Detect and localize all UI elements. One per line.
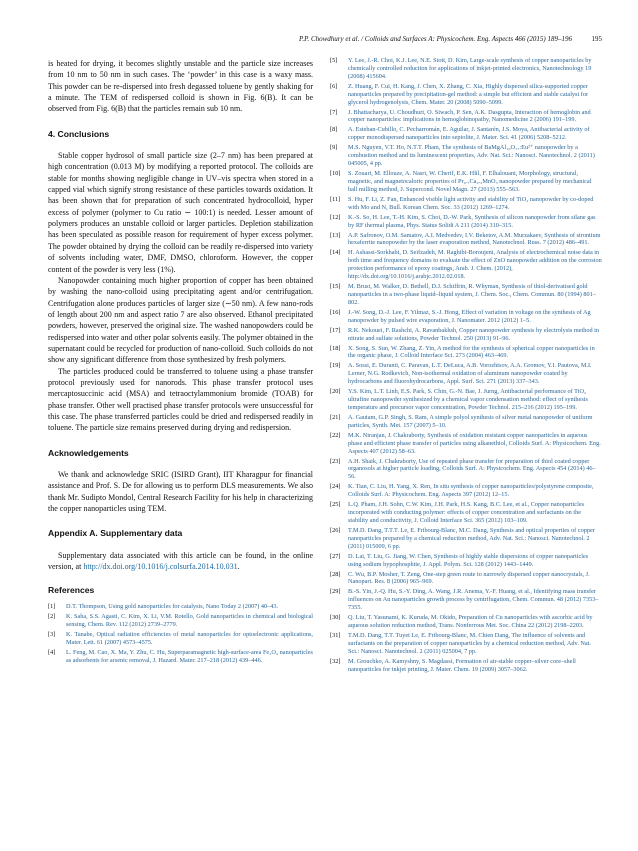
reference-link[interactable]: T.M.D. Dang, T.T.T. Le, E. Fribourg-Blanc, M.C. Dang, Synthesis and optical properties of copper nanoparticles prepared by a chemical reduction method, Adv. Nat. Sci.: Nanosci. Nanotechnol. 2 (2011) 015009, 6 pp. xyxy=(348,526,595,550)
reference-number: [28] xyxy=(330,570,341,578)
reference-number: [27] xyxy=(330,552,341,560)
reference-number: [20] xyxy=(330,388,341,396)
reference-item xyxy=(330,196,602,212)
reference-link[interactable]: S. Zouari, M. Ellouze, A. Nasri, W. Cherif, E.K. Hlil, F. Elhalouani, Morphology, structural, magnetic, and magnetocaloric properties of Pr₀.₇Ca₀.₃MnO₃ nanopowder prepared by mechanical ball milling method, J. Supercond. Novel Magn. 27 (2013) 555–563. xyxy=(348,170,592,193)
reference-link[interactable]: A. Sossi, E. Duranti, C. Paravan, L.T. DeLuca, A.B. Vorozhtsov, A.A. Gromov, Y.I. Pautova, M.I. Lerner, N.G. Rodkevich, Non-isothermal oxidation of aluminum nanopowder coated by hydrocarbons and fluorohydrocarbons, Appl. Surf. Sci. 271 (2013) 337–343. xyxy=(348,362,592,386)
reference-link[interactable]: B.-S. Yin, J.-Q. Hu, S.-Y. Ding, A. Wang, J.R. Anema, Y.-F. Huang, et al., Identifying mass transfer influences on Au nanoparticles growth process by centrifugation, Chem. Commun. 48 (2012) 7353–7355. xyxy=(348,588,599,612)
reference-item xyxy=(330,283,602,307)
reference-item xyxy=(330,658,602,674)
reference-item xyxy=(48,649,313,665)
reference-number: [26] xyxy=(330,526,341,534)
reference-number: [22] xyxy=(330,431,341,439)
running-header xyxy=(48,35,602,49)
reference-number: [24] xyxy=(330,483,341,491)
journal-citation: P.P. Chowdhury et al. / Colloids and Surfaces A: Physicochem. Eng. Aspects 466 (2015) 189–196 xyxy=(298,35,572,43)
reference-number: [12] xyxy=(330,213,341,221)
reference-link[interactable]: A.H. Shaik, J. Chakraborty, Use of repeated phase transfer for preparation of thiol coated copper organosols at higher particle loading, Colloids Surf. A: Physicochem. Eng. Aspects 454 (2014) 46–56. xyxy=(348,457,596,481)
reference-link[interactable]: M. Brust, M. Walker, D. Bethell, D.J. Schiffrin, R. Whyman, Synthesis of thiol-derivatised gold nanoparticles in a two-phase liquid–liquid system, J. Chem. Soc., Chem. Commun. 80 (1994) 801–802. xyxy=(348,283,596,306)
reference-item xyxy=(330,214,602,230)
reference-number: [32] xyxy=(330,657,341,665)
reference-item xyxy=(330,345,602,361)
reference-item xyxy=(330,109,602,125)
reference-item xyxy=(48,603,313,611)
reference-number: [5] xyxy=(330,57,338,64)
reference-number: [14] xyxy=(330,249,341,257)
reference-link[interactable]: Y. Lee, J.-R. Choi, K.J. Lee, N.E. Stott, D. Kim, Large-scale synthesis of copper nanoparticles by chemically controlled reduction for applications of inkjet-printed electronics, Nanotechnology 19 (2008) 415604. xyxy=(348,57,592,80)
reference-number: [3] xyxy=(48,630,56,638)
reference-number: [1] xyxy=(48,602,56,610)
reference-item xyxy=(330,232,602,248)
reference-item xyxy=(330,614,602,630)
reference-item xyxy=(330,553,602,569)
reference-link[interactable]: T.M.D. Dang, T.T. Tuyet Le, E. Fribourg-Blanc, M. Chien Dang, The influence of solvents and surfactants on the preparation of copper nanoparticles by a chemical reduction method, Adv. Nat. Sci.: Nanosci. Nanotechnol. 2 (2011) 025004, 7 pp. xyxy=(348,632,591,655)
reference-number: [21] xyxy=(330,413,341,421)
reference-link[interactable]: X. Song, S. Sun, W. Zhang, Z. Yin, A method for the synthesis of spherical copper nanoparticles in the organic phase, J. Colloid Interface Sci. 273 (2004) 463–469. xyxy=(348,344,595,360)
reference-link[interactable]: M.K. Niranjan, J. Chakraborty, Synthesis of oxidation resistant copper nanoparticles in aqueous phase and efficient phase transfer of particles using alkanethiol, Colloids Surf. A: Physicochem. Eng. Aspects 407 (2012) 58–63. xyxy=(348,431,601,455)
reference-link[interactable]: L. Feng, M. Cao, X. Ma, Y. Zhu, C. Hu, Superparamagnetic high-surface-area Fe₃O₄ nanoparticles as adsorbents for arsenic removal, J. Hazard. Mater. 217–218 (2012) 439–446. xyxy=(66,648,313,664)
references-heading: References xyxy=(48,585,95,596)
reference-link[interactable]: K. Tanabe, Optical radiation efficiencies of metal nanoparticles for optoelectronic applications, Mater. Lett. 61 (2007) 4573–4575. xyxy=(66,630,313,646)
reference-link[interactable]: H. Ashassi-Sorkhabi, D. Seifzadeh, M. Raghibi-Boroujeni, Analysis of electrochemical noise data in both time and frequency domains to evaluate the effect of ZnO nanopowder addition on the corrosion protection performance of epoxy coatings, Arab. J. Chem. (2012), http://dx.doi.org/10.1016/j.arabjc.2012.02.018. xyxy=(348,249,602,281)
conclusions-paragraph-2: Nanopowder containing much higher proportion of copper has been obtained by washing the nano-colloid using precipitating agent and/or centrifugation. Centrifugation alone produces particles of larger size (∼50 nm). A few nano-rods of length about 200 nm and aspect ratio 7 are also observed. Ethanol precipitated powders, however, preserved the original size. The washed nanopowders could be redispersed into water and other polar solvents easily. The polymer obtained in the supernatant could be recycled for production of nano-colloid. Such colloids do not show any significant difference from those synthesized by fresh polymers. xyxy=(48,275,313,365)
reference-number: [4] xyxy=(48,648,56,656)
reference-item xyxy=(330,57,602,81)
appendix-period: . xyxy=(237,562,240,572)
reference-item xyxy=(330,362,602,386)
reference-link[interactable]: D.T. Thompson, Using gold nanoparticles for catalysis, Nano Today 2 (2007) 40–43. xyxy=(66,602,279,610)
acknowledgements-text: We thank and acknowledge SRIC (ISIRD Grant), IIT Kharagpur for financial assistance and Prof. S. De for allowing us to perform DLS measurements. We also thank Mr. Sudipto Mondol, Central Research Facility for his help in characterizing the copper nanoparticles using TEM. xyxy=(48,470,313,514)
conclusions-paragraph-1: Stable copper hydrosol of small particle size (2–7 nm) has been prepared at high concentration (0.013 M) by modifying a reported protocol. The colloids are stable for months showing negligible change in UV–vis spectra when stored in a capped vial which signify strong resistance of these particles towards oxidation. It has been shown that for preparation of such concentrated hydrocolloid, hyper excess of polymer (polymer to Cu ratio ∼ 100:1) is needed. Lesser amount of polymers produces an unstable colloid or larger particles. Depletion stabilization has been speculated as possible reason for requirement of hyper excess polymer. The powder obtained by drying the colloid can be readily re-dispersed into variety of solvents including water, DMF, DMSO, chloroform. However, the copper content of the powder is very less (1%). xyxy=(48,151,313,274)
reference-item xyxy=(48,613,313,629)
reference-item xyxy=(330,327,602,343)
reference-item xyxy=(330,588,602,612)
reference-link[interactable]: L.Q. Pham, J.H. Sohn, C.W. Kim, J.H. Park, H.S. Kang, B.C. Lee, et al., Copper nanoparticles incorporated with conducting polymer: effects of copper concentration and surfactants on the stability and conductivity, J. Colloid Interface Sci. 365 (2012) 103–109. xyxy=(348,501,585,524)
reference-link[interactable]: J.-W. Song, D.-J. Lee, F. Yilmaz, S.-J. Hong, Effect of variation in voltage on the synthesis of Ag nanopowder by pulsed wire evaporation, J. Nanomater. 2012 (2012) 1–5. xyxy=(348,308,591,324)
left-column xyxy=(48,58,313,665)
reference-number: [7] xyxy=(330,108,338,116)
reference-link[interactable]: K. Tian, C. Liu, H. Yang, X. Ren, In situ synthesis of copper nanoparticles/polystyrene composite, Colloids Surf. A: Physicochem. Eng. Aspects 397 (2012) 12–15. xyxy=(348,483,594,499)
appendix-paragraph xyxy=(48,550,313,573)
reference-item xyxy=(330,571,602,587)
reference-link[interactable]: M. Grouchko, A. Kamyshny, S. Magdassi, Formation of air-stable copper–silver core–shell nanoparticles for inkjet printing, J. Mater. Chem. 19 (2009) 3057–3062. xyxy=(348,657,576,673)
reference-number: [9] xyxy=(330,144,338,152)
reference-number: [11] xyxy=(330,195,341,203)
acknowledgements-heading: Acknowledgements xyxy=(48,447,129,458)
reference-item xyxy=(330,126,602,142)
reference-link[interactable]: D. Lai, T. Liu, G. Jiang, W. Chen, Synthesis of highly stable dispersions of copper nanoparticles using sodium hypophosphite, J. Appl. Polym. Sci. 128 (2012) 1443–1449. xyxy=(348,552,589,568)
reference-item xyxy=(330,388,602,412)
reference-item xyxy=(330,144,602,168)
reference-link[interactable]: A. Gautam, G.P. Singh, S. Ram, A simple polyol synthesis of silver metal nanopowder of uniform particles, Synth. Met. 157 (2007) 5–10. xyxy=(348,413,593,429)
reference-item xyxy=(330,83,602,107)
reference-number: [25] xyxy=(330,501,341,509)
reference-number: [19] xyxy=(330,362,341,370)
reference-link[interactable]: M.S. Nguyen, V.T. Ho, N.T.T. Pham, The synthesis of BaMgAl₁₀O₁₇:Eu²⁺ nanopowder by a combustion method and its luminescent properties, Adv. Nat. Sci.: Nanosci. Nanotechnol. 2 (2011) 045005, 4 pp. xyxy=(348,144,595,168)
reference-number: [23] xyxy=(330,457,341,465)
reference-link[interactable]: Y.S. Kim, L.T. Linh, E.S. Park, S. Chin, G.-N. Bae, J. Jurng, Antibacterial performance of TiO₂ ultrafine nanopowder synthesized by a chemical vapor condensation method: effect of synthesis temperature and precursor vapor concentration, Powder Technol. 215–216 (2012) 195–199. xyxy=(348,388,588,411)
references-list-right xyxy=(330,57,602,676)
reference-item xyxy=(330,414,602,430)
reference-item xyxy=(330,249,602,281)
reference-item xyxy=(330,527,602,551)
references-list-left xyxy=(48,603,313,665)
reference-item xyxy=(330,632,602,656)
appendix-heading: Appendix A. Supplementary data xyxy=(48,528,183,539)
conclusions-paragraph-3: The particles produced could be transferred to toluene using a phase transfer protocol previously used for nanorods. This phase transfer protocol uses mercaptosuccinic acid (MSA) and tetraoctylammonium bromide (TOAB) for phase transfer. Other well practised phase transfer protocols were unsuccessful for this case. The phase transferred particles could be dried and redispersed readily in toluene. The particle size remains preserved during drying and redispersion. xyxy=(48,366,313,433)
intro-paragraph: is heated for drying, it becomes slightly unstable and the particle size increases from 10 nm to 50 nm in such cases. The ‘powder’ in this case is a waxy mass. This powder can be re-dispersed into fresh degassed toluene by gently shaking for a minute. The TEM of redispersed colloid is shown in Fig. 6(B). It can be observed from Fig. 6(B) that the particles remain sub 10 nm. xyxy=(48,59,313,114)
reference-number: [15] xyxy=(330,283,341,291)
reference-number: [16] xyxy=(330,308,341,316)
reference-item xyxy=(330,483,602,499)
reference-number: [13] xyxy=(330,231,341,239)
reference-number: [6] xyxy=(330,82,338,90)
reference-link[interactable]: A.P. Safronov, O.M. Samatov, A.I. Medvedev, I.V. Beketov, A.M. Murzakaev, Synthesis of strontium hexaferrite nanopowder by the laser evaporation method, Nanotechnol. Russ. 7 (2012) 486–491. xyxy=(348,231,601,247)
reference-item xyxy=(330,170,602,194)
appendix-text: Supplementary data associated with this article can be found, in the online version, at xyxy=(48,550,313,572)
reference-number: [18] xyxy=(330,344,341,352)
reference-item xyxy=(48,631,313,647)
reference-number: [17] xyxy=(330,326,341,334)
reference-link[interactable]: K. Saha, S.S. Agasti, C. Kim, X. Li, V.M. Rotello, Gold nanoparticles in chemical and biological sensing, Chem. Rev. 112 (2012) 2739–2779. xyxy=(66,612,313,628)
supplementary-data-link[interactable]: http://dx.doi.org/10.1016/j.colsurfa.2014.10.031 xyxy=(83,562,238,572)
reference-number: [30] xyxy=(330,614,341,622)
reference-link[interactable]: K.-S. So, H. Lee, T.-H. Kim, S. Choi, D.-W. Park, Synthesis of silicon nanopowder from silane gas by RF thermal plasma, Phys. Status Solidi A 211 (2014) 310–315. xyxy=(348,213,596,229)
reference-number: [2] xyxy=(48,612,56,620)
reference-number: [10] xyxy=(330,170,341,178)
page-number: 195 xyxy=(591,35,602,43)
reference-number: [8] xyxy=(330,126,338,134)
reference-item xyxy=(330,501,602,525)
reference-link[interactable]: C. Wu, B.P. Mosher, T. Zeng, One-step green route to narrowly dispersed copper nanocrystals, J. Nanopart. Res. 8 (2006) 965–969. xyxy=(348,570,590,586)
conclusions-heading: 4. Conclusions xyxy=(48,128,110,139)
reference-link[interactable]: J. Bhattacharya, U. Choudhuri, O. Siwach, P. Sen, A.K. Dasgupta, Interaction of hemoglobin and copper nanoparticles: implications in hemoglobinopathy, Nanomedicine 2 (2006) 191–199. xyxy=(348,108,591,124)
reference-item xyxy=(330,309,602,325)
reference-number: [29] xyxy=(330,588,341,596)
reference-link[interactable]: A. Esteban-Cubillo, C. Pecharromán, E. Aguilar, J. Santarén, J.S. Moya, Antibacterial activity of copper monodispersed nanoparticles into sepiolite, J. Mater. Sci. 41 (2006) 5208–5212. xyxy=(348,126,590,142)
reference-item xyxy=(330,432,602,456)
reference-number: [31] xyxy=(330,632,341,640)
reference-item xyxy=(330,458,602,482)
reference-link[interactable]: Q. Liu, T. Yasunami, K. Kuruda, M. Okido, Preparation of Cu nanoparticles with ascorbic acid by aqueous solution reduction method, Trans. Nonferrous Met. Soc. China 22 (2012) 2198–2203. xyxy=(348,614,593,630)
reference-link[interactable]: S. Hu, F. Li, Z. Fan, Enhanced visible light activity and stability of TiO₂ nanopowder by co-doped with Mo and N, Bull. Korean Chem. Soc. 33 (2012) 1269–1274. xyxy=(348,195,594,211)
reference-link[interactable]: Z. Huang, F. Cui, H. Kang, J. Chen, X. Zhang, C. Xia, Highly dispersed silica-supported copper nanoparticles prepared by precipitation-gel method: a simple but efficient and stable catalyst for glycerol hydrogenolysis, Chem. Mater. 20 (2008) 5090–5099. xyxy=(348,82,589,106)
reference-link[interactable]: R.K. Nekouei, F. Rashchi, A. Ravanbakhsh, Copper nanopowder synthesis by electrolysis method in nitrate and sulfate solutions, Powder Technol. 250 (2013) 91–96. xyxy=(348,326,600,342)
